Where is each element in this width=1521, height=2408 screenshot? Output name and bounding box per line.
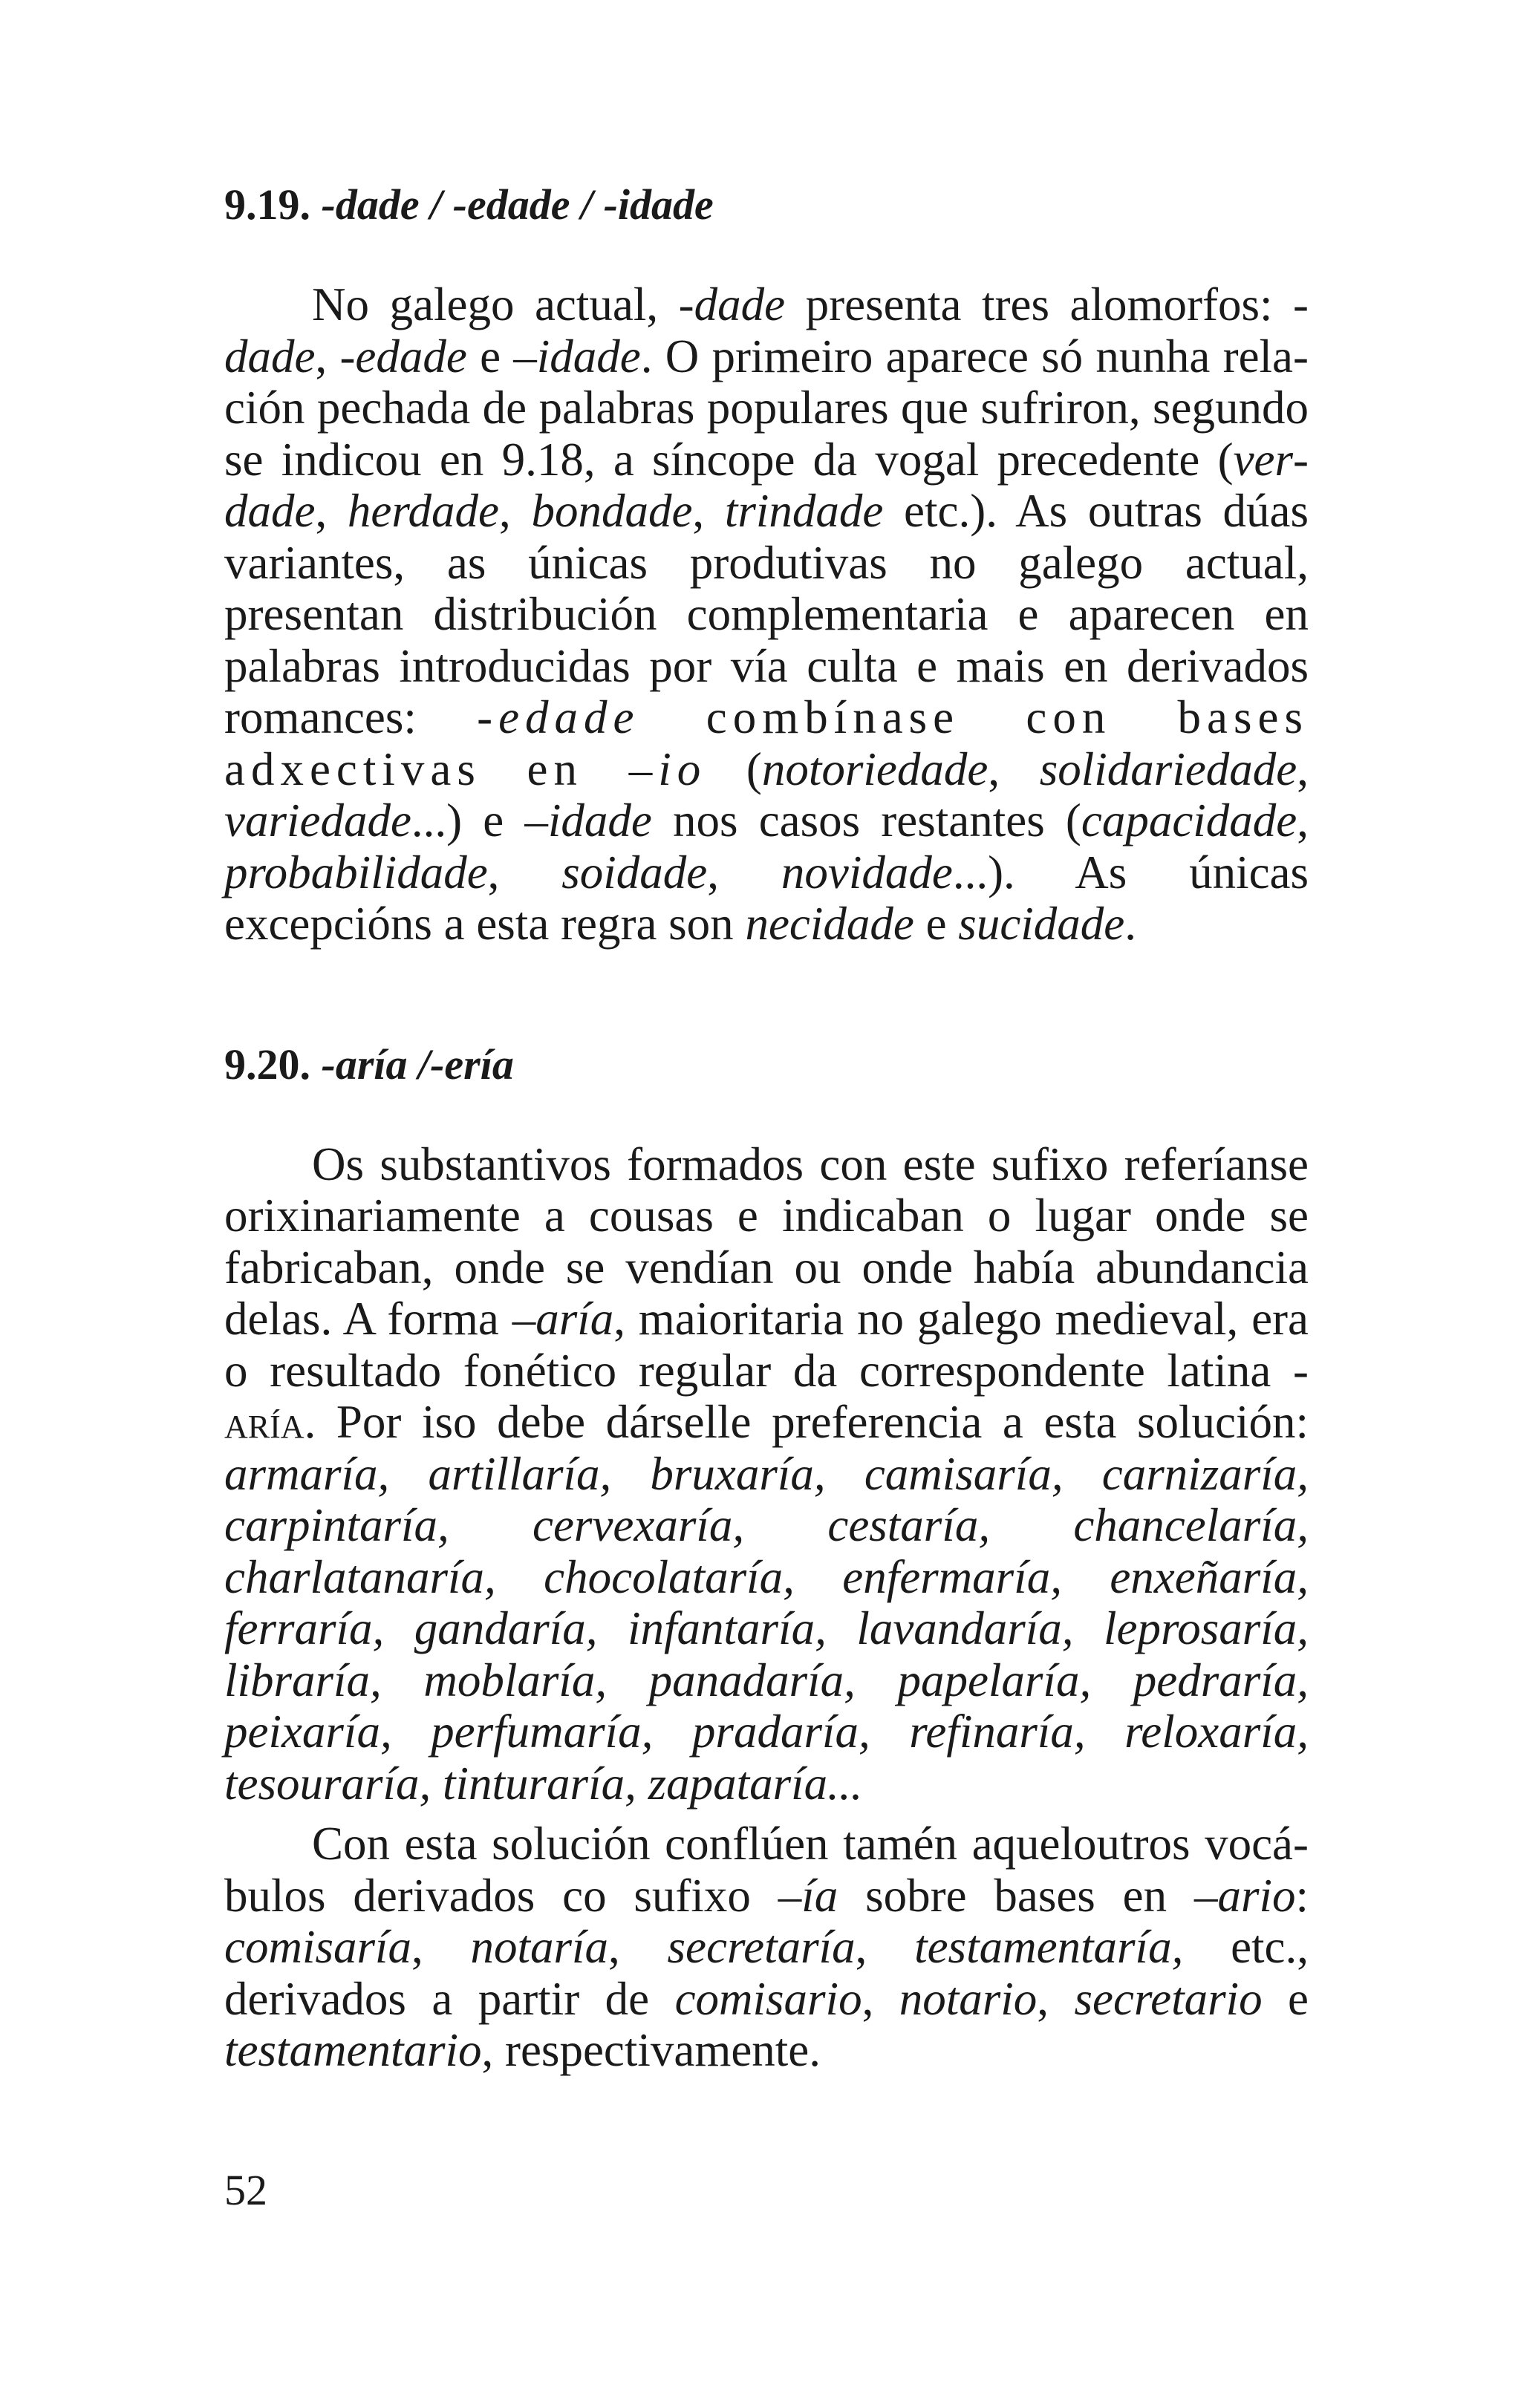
italic-text: –io xyxy=(628,743,707,795)
italic-text: herdade xyxy=(347,485,500,537)
italic-text: trindade xyxy=(724,485,884,537)
italic-text: notaría xyxy=(470,1921,609,1973)
italic-text: comisario xyxy=(674,1972,862,2025)
italic-text: bondade xyxy=(531,485,693,537)
text-run: , xyxy=(692,485,725,537)
text-run: , xyxy=(1037,1972,1075,2025)
text-run: . xyxy=(1124,898,1136,950)
text-run: , xyxy=(315,330,340,382)
text-run: , xyxy=(988,743,1040,795)
section-number: 9.19. xyxy=(224,180,310,229)
text-run: Con esta solución conflúen tamén aqueloutros vocábulos derivados co sufixo xyxy=(224,1818,1309,1922)
italic-text: sucidade xyxy=(958,898,1125,950)
text-run: No galego actual, xyxy=(312,278,679,330)
section-heading xyxy=(224,175,1309,235)
section-number: 9.20. xyxy=(224,1040,310,1089)
italic-text: –aría xyxy=(512,1293,614,1345)
italic-text: –ía xyxy=(778,1869,838,1922)
italic-text: –ario xyxy=(1193,1869,1296,1922)
italic-text: variedade xyxy=(224,794,411,846)
section-heading xyxy=(224,1035,1309,1094)
italic-text: notario xyxy=(899,1972,1038,2025)
section-title: -dade / -edade / -idade xyxy=(321,180,714,229)
italic-text: novidade xyxy=(781,846,953,898)
italic-text: -edade xyxy=(339,330,467,382)
text-run: etc.). As outras dúas variantes, as únicas produtivas no galego actual, presentan distribución complementaria e aparecen en palabras introducidas por vía culta e mais en derivados romances: xyxy=(224,485,1309,743)
italic-text: verdade xyxy=(224,433,1309,537)
italic-text: –idade xyxy=(513,330,641,382)
text-run: ...). As únicas excepcións a esta regra son xyxy=(224,846,1309,950)
body-paragraph xyxy=(224,1818,1309,2077)
italic-text: secretario xyxy=(1074,1972,1263,2025)
italic-text: probabilidade xyxy=(224,846,488,898)
text-run: combínase con bases adxectivas en xyxy=(224,691,1309,795)
text-run: , xyxy=(315,485,348,537)
text-run: , xyxy=(707,846,781,898)
italic-text: armaría, artillaría, bruxaría, camisaría, carnizaría, carpintaría, cervexaría, cestaría, chancelaría, charlatanaría, chocolataría, enfermaría, enxeñaría, ferraría, gandaría, infantaría, lavandaría, leprosaría, libraría, moblaría, panadaría, papelaría, pedraría, peixaría, perfumaría, pradaría, refinaría, reloxaría, tesouraría, tinturaría, zapataría... xyxy=(224,1447,1309,1810)
text-run: , xyxy=(411,1921,471,1973)
italic-text: capacidade xyxy=(1081,794,1297,846)
text-run: , respectivamente. xyxy=(481,2024,821,2076)
italic-text: -dade xyxy=(224,278,1309,382)
text-run: , xyxy=(608,1921,668,1973)
text-run: : xyxy=(1295,1869,1309,1922)
text-run: etc., derivados a partir de xyxy=(224,1921,1309,2025)
text-run: , xyxy=(1297,743,1309,795)
text-run: nos casos restantes ( xyxy=(651,794,1081,846)
italic-text: secretaría xyxy=(667,1921,856,1973)
text-run: sobre bases en xyxy=(838,1869,1194,1922)
text-run: . O primeiro aparece só nunha relación pechada de palabras populares que sufriron, segundo se indicou en 9.18, a síncope da vogal precedente ( xyxy=(224,330,1309,486)
italic-text: solidariedade xyxy=(1039,743,1297,795)
text-run: , xyxy=(1297,794,1309,846)
text-run: e xyxy=(1262,1972,1309,2025)
italic-text: –idade xyxy=(524,794,652,846)
italic-text: comisaría xyxy=(224,1921,411,1973)
text-run: ( xyxy=(706,743,762,795)
small-caps-text: -aría xyxy=(224,1344,1309,1448)
text-run: , maioritaria no galego medieval, era o resultado fonético regular da correspondente latina xyxy=(224,1293,1309,1397)
text-run: , xyxy=(499,485,532,537)
body-paragraph xyxy=(224,279,1309,950)
body-paragraph xyxy=(224,1139,1309,1810)
text-run: . Por iso debe dárselle preferencia a esta solución: xyxy=(304,1396,1309,1448)
text-run: , xyxy=(487,846,562,898)
text-run: , xyxy=(862,1972,899,2025)
italic-text: notoriedade xyxy=(761,743,989,795)
page-number: 52 xyxy=(224,2166,267,2214)
text-run: e xyxy=(913,898,959,950)
text-run: ...) e xyxy=(411,794,525,846)
italic-text: testamentario xyxy=(224,2024,482,2076)
text-run: Os substantivos formados con este sufixo referíanse orixinariamente a cousas e indicaban o lugar onde se fabricaban, onde se vendían ou onde había abundancia delas. A forma xyxy=(224,1138,1309,1345)
text-run: e xyxy=(466,330,514,382)
italic-text: soidade xyxy=(561,846,708,898)
italic-text: testamentaría, xyxy=(914,1921,1184,1973)
text-run: presenta tres alomorfos: xyxy=(785,278,1294,330)
text-run: , xyxy=(855,1921,915,1973)
section-title: -aría /-ería xyxy=(321,1040,514,1089)
italic-text: necidade xyxy=(745,898,914,950)
section-9-20 xyxy=(224,1035,1309,2077)
section-9-19 xyxy=(224,175,1309,950)
italic-text: -dade xyxy=(678,278,786,330)
page-content xyxy=(224,175,1309,2077)
italic-text: -edade xyxy=(477,691,640,743)
